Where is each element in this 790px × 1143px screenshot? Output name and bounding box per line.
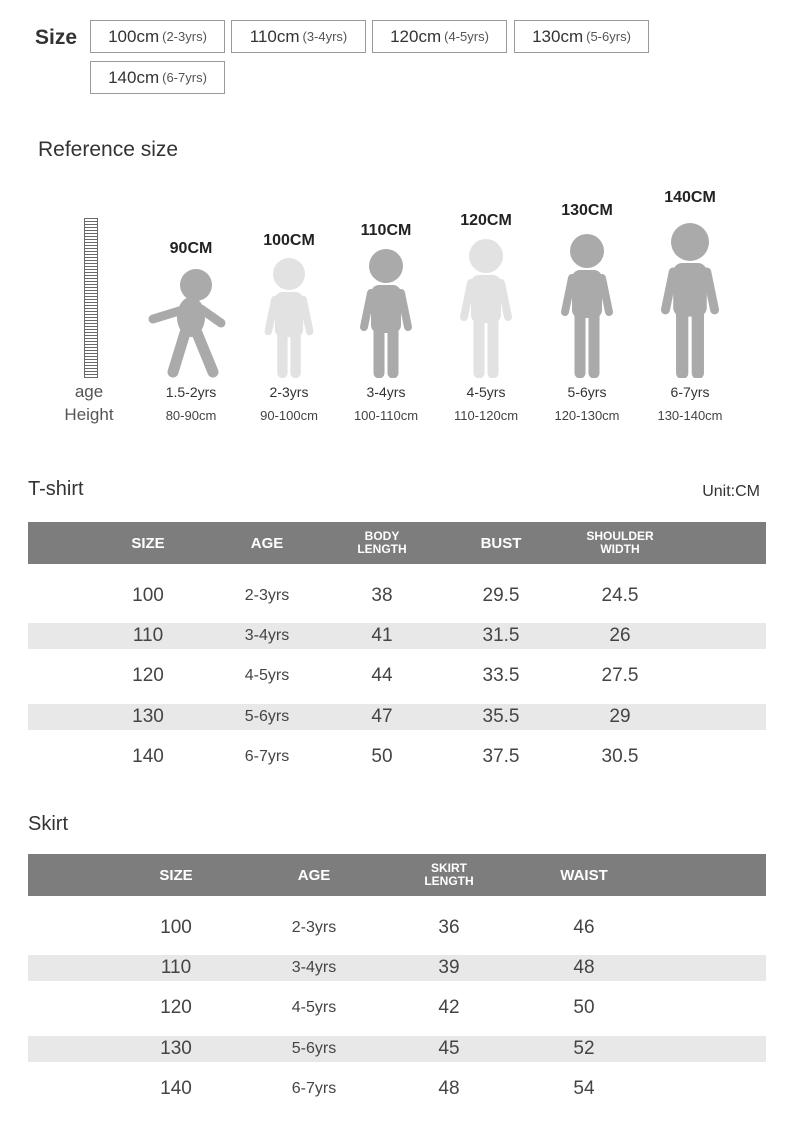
standing-child-icon [244,256,334,378]
figure-height-range: 130-140cm [657,408,723,423]
size-option-sub: (6-7yrs) [162,70,207,85]
table-cell: 48 [438,1078,460,1099]
table-cell: 42 [438,997,460,1018]
column-header: BODY LENGTH [357,529,407,556]
table-cell: 47 [371,706,393,727]
table-cell: 30.5 [601,746,639,767]
table-cell: 100 [132,585,164,606]
table-cell: 130 [132,706,164,727]
table-cell: 120 [132,665,164,686]
table-row [28,955,766,981]
column-header: SIZE [131,534,165,552]
table-cell: 24.5 [601,585,639,606]
height-row-label: Height [64,405,114,424]
height-ruler-icon [84,218,98,378]
figure-age: 4-5yrs [466,384,506,400]
size-option-sub: (5-6yrs) [586,29,631,44]
size-option-0[interactable] [90,20,225,53]
size-label: Size [35,26,78,49]
table-header [28,522,766,564]
tshirt-size-table [28,522,766,782]
column-header: BUST [480,534,522,552]
table-cell: 44 [371,665,393,686]
standing-child-icon [645,221,735,378]
figure-height-range: 80-90cm [165,408,217,423]
table-cell: 120 [160,997,192,1018]
size-option-sub: (2-3yrs) [162,29,207,44]
skirt-size-table [28,854,766,1114]
table-row [28,915,766,941]
figure-height-label: 140CM [664,189,716,206]
table-cell: 29.5 [482,585,520,606]
table-cell: 29 [609,706,631,727]
figure-height-range: 90-100cm [260,408,318,423]
figure-height-label: 120CM [460,212,512,229]
table-cell: 110 [160,957,192,978]
table-cell: 140 [160,1078,192,1099]
table-cell: 38 [371,585,393,606]
table-cell: 5-6yrs [244,708,290,725]
table-cell: 130 [160,1038,192,1059]
table-row [28,583,766,609]
table-row [28,1036,766,1062]
size-option-main: 120cm [390,26,442,46]
table-cell: 54 [573,1078,595,1099]
size-option-2[interactable] [372,20,507,53]
table-cell: 100 [160,917,192,938]
table-cell: 41 [371,625,393,646]
size-option-3[interactable] [514,20,649,53]
figure-height-range: 110-120cm [453,408,519,423]
figure-age: 5-6yrs [567,384,607,400]
table-cell: 6-7yrs [291,1080,337,1097]
size-option-main: 140cm [108,67,160,87]
size-option-main: 110cm [249,26,300,46]
size-option-main: 130cm [532,26,584,46]
table-cell: 2-3yrs [291,919,337,936]
table-header [28,854,766,896]
age-row-label: age [74,382,104,401]
size-option-1[interactable] [231,20,366,53]
column-header: AGE [297,866,331,884]
table-cell: 5-6yrs [291,1040,337,1057]
table-cell: 4-5yrs [244,667,290,684]
column-header: SKIRT LENGTH [424,861,474,888]
table-cell: 2-3yrs [244,587,290,604]
column-header: SHOULDER WIDTH [586,529,654,556]
figure-height-label: 110CM [360,222,412,239]
figure-age: 6-7yrs [670,384,710,400]
standing-child-icon [542,232,632,378]
figure-height-range: 100-110cm [353,408,419,423]
table-cell: 45 [438,1038,460,1059]
table-cell: 33.5 [482,665,520,686]
column-header: AGE [250,534,284,552]
table-cell: 36 [438,917,460,938]
table-cell: 26 [609,625,631,646]
table-cell: 48 [573,957,595,978]
figure-height-range: 120-130cm [554,408,620,423]
column-header: SIZE [159,866,193,884]
table-row [28,623,766,649]
size-option-sub: (3-4yrs) [302,29,348,44]
size-option-main: 100cm [108,26,160,46]
unit-label: Unit:CM [702,483,760,500]
reference-size-title: Reference size [38,138,179,161]
figure-age: 3-4yrs [366,384,406,400]
table-cell: 52 [573,1038,595,1059]
table-cell: 50 [573,997,595,1018]
figure-height-label: 130CM [561,202,613,219]
figure-height-label: 100CM [263,232,315,249]
tshirt-title: T-shirt [28,478,84,500]
size-option-sub: (4-5yrs) [444,29,489,44]
table-cell: 37.5 [482,746,520,767]
table-row [28,704,766,730]
table-cell: 6-7yrs [244,748,290,765]
standing-child-icon [341,247,431,378]
figure-age: 2-3yrs [269,384,309,400]
table-row [28,744,766,770]
table-row [28,1076,766,1102]
table-cell: 35.5 [482,706,520,727]
figure-height-label: 90CM [169,240,213,257]
table-cell: 3-4yrs [291,959,337,976]
table-row [28,663,766,689]
table-cell: 110 [132,625,164,646]
figure-age: 1.5-2yrs [165,384,217,400]
table-cell: 140 [132,746,164,767]
walking-child-icon [146,267,236,378]
table-cell: 4-5yrs [291,999,337,1016]
table-cell: 31.5 [482,625,520,646]
table-row [28,995,766,1021]
standing-child-icon [441,237,531,378]
skirt-title: Skirt [28,813,68,835]
size-option-4[interactable] [90,61,225,94]
table-cell: 3-4yrs [244,627,290,644]
table-cell: 27.5 [601,665,639,686]
table-cell: 46 [573,917,595,938]
table-cell: 39 [438,957,460,978]
column-header: WAIST [560,866,608,884]
table-cell: 50 [371,746,393,767]
